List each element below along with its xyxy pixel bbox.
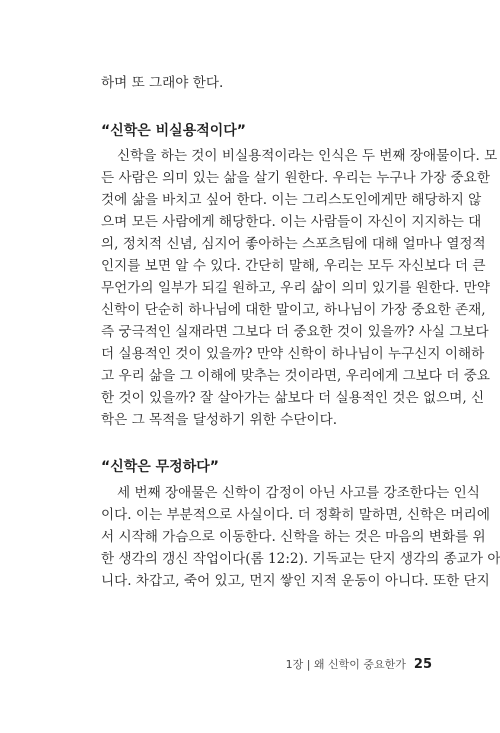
paragraph-line: 학은 그 목적을 달성하기 위한 수단이다. — [101, 412, 338, 428]
section-heading-impractical: “신학은 비실용적이다” — [101, 123, 246, 139]
paragraph-line: 든 사람은 의미 있는 삶을 살기 원한다. 우리는 누구나 가장 중요한 — [101, 170, 490, 186]
paragraph-line: 이다. 이는 부분적으로 사실이다. 더 정확히 말하면, 신학은 머리에 — [101, 507, 490, 523]
paragraph-line: 신학을 하는 것이 비실용적이라는 인식은 두 번째 장애물이다. 모 — [117, 148, 498, 164]
page-number: 25 — [413, 657, 432, 672]
paragraph-line: 서 시작해 가슴으로 이동한다. 신학을 하는 것은 마음의 변화를 위 — [101, 529, 486, 545]
paragraph-line: 니다. 차갑고, 죽어 있고, 먼지 쌓인 지적 운동이 아니다. 또한 단지 — [101, 573, 490, 589]
running-chapter-title: 1장 | 왜 신학이 중요한가 — [285, 658, 406, 671]
paragraph-line: 신학이 단순히 하나님에 대한 말이고, 하나님이 가장 중요한 존재, — [101, 302, 486, 318]
paragraph-line: 것에 삶을 바치고 싶어 한다. 이는 그리스도인에게만 해당하지 않 — [101, 192, 482, 208]
paragraph-line: 즉 궁극적인 실재라면 그보다 더 중요한 것이 있을까? 사실 그보다 — [101, 324, 489, 340]
opening-line: 하며 또 그래야 한다. — [101, 75, 224, 91]
paragraph-line: 더 실용적인 것이 있을까? 만약 신학이 하나님이 누구신지 이해하 — [101, 346, 485, 362]
paragraph-line: 무언가의 일부가 되길 원하고, 우리 삶이 의미 있기를 원한다. 만약 — [101, 280, 490, 296]
page-footer — [286, 655, 432, 675]
paragraph-line: 인지를 보면 알 수 있다. 간단히 말해, 우리는 모두 자신보다 더 큰 — [101, 258, 486, 274]
section-heading-heartless: “신학은 무정하다” — [101, 459, 219, 475]
paragraph-line: 고 우리 삶을 그 이해에 맞추는 것이라면, 우리에게 그보다 더 중요 — [101, 368, 490, 384]
paragraph-line: 으며 모든 사람에게 해당한다. 이는 사람들이 자신이 지지하는 대 — [101, 214, 482, 230]
paragraph-line: 세 번째 장애물은 신학이 감정이 아닌 사고를 강조한다는 인식 — [117, 485, 480, 501]
paragraph-line: 한 생각의 갱신 작업이다(롬 12:2). 기독교는 단지 생각의 종교가 아 — [101, 551, 500, 567]
paragraph-line: 한 것이 있을까? 잘 살아가는 삶보다 더 실용적인 것은 없으며, 신 — [101, 390, 485, 406]
paragraph-line: 의, 정치적 신념, 심지어 좋아하는 스포츠팀에 대해 얼마나 열정적 — [101, 236, 486, 252]
